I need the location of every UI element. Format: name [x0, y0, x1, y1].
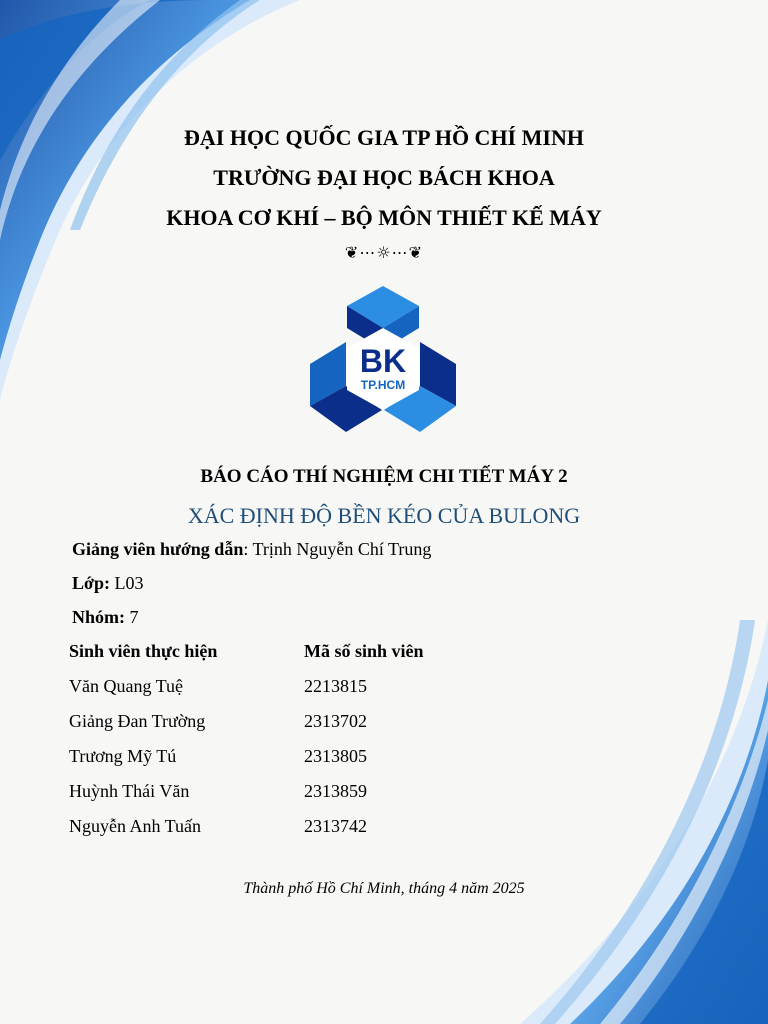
lecturer-line [72, 539, 431, 560]
student-id: 2313742 [304, 816, 367, 836]
student-name: Văn Quang Tuệ [69, 676, 184, 696]
student-name: Huỳnh Thái Văn [69, 781, 190, 801]
faculty-name: KHOA CƠ KHÍ – BỘ MÔN THIẾT KẾ MÁY [166, 205, 602, 230]
student-id: 2313859 [304, 781, 367, 801]
student-id: 2313805 [304, 746, 367, 766]
ornament-divider: ❦⋯☼⋯❦ [344, 243, 424, 262]
group-line [72, 607, 139, 628]
class-label: Lớp: [72, 573, 110, 593]
student-name: Nguyễn Anh Tuấn [69, 816, 202, 836]
student-id: 2213815 [304, 676, 367, 696]
logo-text-bk: BK [359, 343, 407, 379]
student-name: Giảng Đan Trường [69, 711, 206, 731]
group-label: Nhóm: [72, 607, 125, 627]
lecturer-label: Giảng viên hướng dẫn [72, 539, 244, 559]
student-id-header: Mã số sinh viên [304, 641, 424, 661]
student-name-header: Sinh viên thực hiện [69, 641, 218, 661]
report-subtitle: XÁC ĐỊNH ĐỘ BỀN KÉO CỦA BULONG [187, 503, 581, 528]
place-date: Thành phố Hồ Chí Minh, tháng 4 năm 2025 [243, 880, 525, 897]
student-name: Trương Mỹ Tú [69, 746, 177, 766]
class-value: L03 [109, 573, 144, 593]
group-value: 7 [125, 607, 139, 627]
report-title: BÁO CÁO THÍ NGHIỆM CHI TIẾT MÁY 2 [200, 466, 568, 487]
university-name: ĐẠI HỌC QUỐC GIA TP HỒ CHÍ MINH [184, 125, 584, 150]
logo-text-sub: TP.HCM [360, 378, 406, 392]
class-line [72, 573, 143, 594]
bk-logo [310, 286, 456, 434]
school-name: TRƯỜNG ĐẠI HỌC BÁCH KHOA [213, 165, 555, 190]
lecturer-value: : Trịnh Nguyễn Chí Trung [243, 539, 432, 559]
student-id: 2313702 [304, 711, 367, 731]
